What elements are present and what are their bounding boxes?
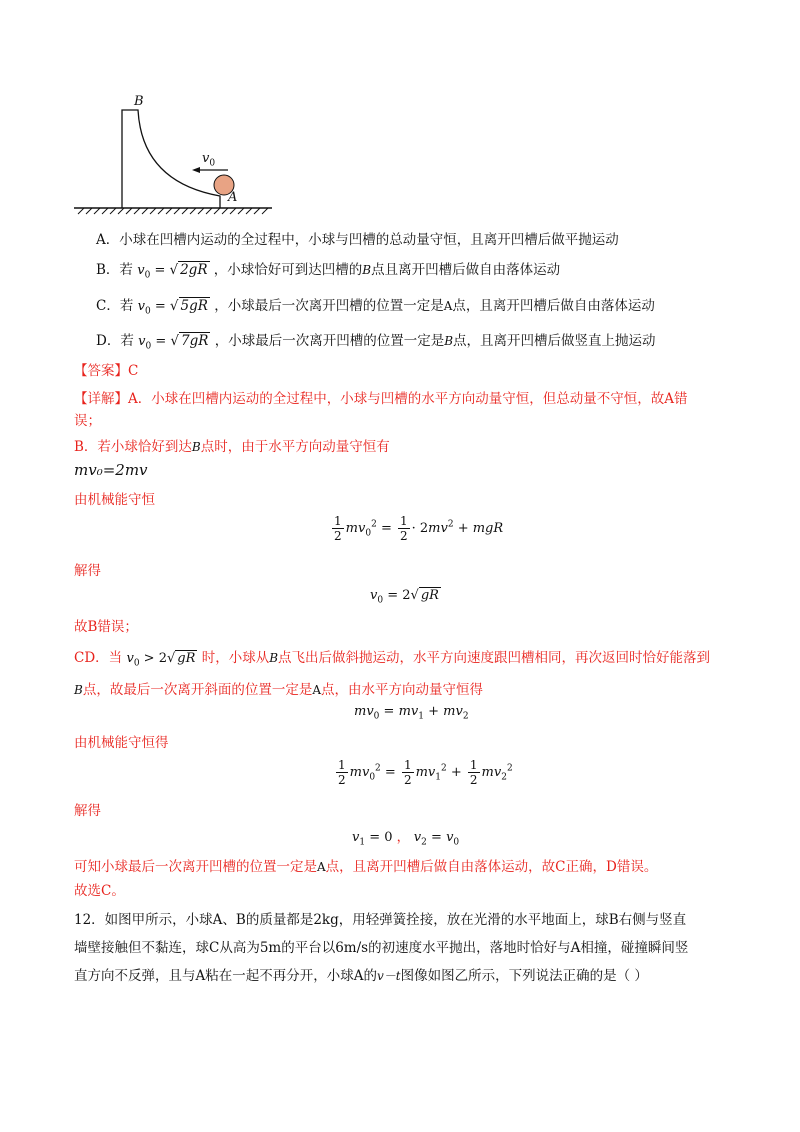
q12-line-2: 墙壁接触但不黏连，球C从高为5m的平台以6m/s的初速度水平抛出，落地时恰好与A相撞，碰撞瞬间竖 xyxy=(74,940,689,956)
eq-energy-1: $\frac{1}{2}$ $mv_0^2$ = $\frac{1}{2}$ · $2mv^2$ + mgR xyxy=(334,514,504,543)
cd-analysis-line-2: B点，故最后一次离开斜面的位置一定是A点，由水平方向动量守恒得 xyxy=(74,682,483,698)
detail-line-2: 误； xyxy=(74,413,101,429)
q12-line-1: 12．如图甲所示，小球A、B的质量都是2kg，用轻弹簧拴接，放在光滑的水平地面上，球B右侧与竖直 xyxy=(74,912,687,928)
groove-figure xyxy=(70,92,280,217)
eq-energy-2: $\frac{1}{2}$ $mv_0^2$ = $\frac{1}{2}$ $mv_1^2$ + $\frac{1}{2}$ $mv_2^2$ xyxy=(338,758,513,787)
option-c: C．若 $v_0$ = √ 5gR ，小球最后一次离开凹槽的位置一定是A点，且离开凹槽后做自由落体运动 xyxy=(96,298,655,317)
solve-label-1: 解得 xyxy=(74,563,101,579)
conclusion-line: 可知小球最后一次离开凹槽的位置一定是A点，且离开凹槽后做自由落体运动，故C正确，D错误。 xyxy=(74,859,658,875)
solve-label-2: 解得 xyxy=(74,803,101,819)
eq-result-1: $v_0 = 2√$ gR xyxy=(370,588,439,606)
eq-momentum-2: $mv_0 = mv_1 + mv_2$ xyxy=(354,704,469,722)
label-b: B xyxy=(134,94,144,109)
energy-label-1: 由机械能守恒 xyxy=(74,492,155,508)
choose-line: 故选C。 xyxy=(74,883,125,899)
option-d: D．若 $v_0$ = √ 7gR ，小球最后一次离开凹槽的位置一定是B点，且离开凹槽后做竖直上抛运动 xyxy=(96,333,656,352)
detail-line-1: 【详解】A．小球在凹槽内运动的全过程中，小球与凹槽的水平方向动量守恒，但总动量不守恒，故A错 xyxy=(74,391,688,407)
option-b: B．若 $v_0$ = √ 2gR ，小球恰好可到达凹槽的B点且离开凹槽后做自由落体运动 xyxy=(96,262,561,281)
label-a: A xyxy=(228,190,238,205)
answer-label: 【答案】C xyxy=(74,363,139,379)
eq-result-2: $v_1 = 0$ ， $v_2 = v_0$ xyxy=(352,830,460,848)
b-wrong: 故B错误； xyxy=(74,619,138,635)
option-a: A．小球在凹槽内运动的全过程中，小球与凹槽的总动量守恒，且离开凹槽后做平抛运动 xyxy=(96,232,619,248)
label-v0: $v_0$ xyxy=(202,151,216,169)
eq-momentum-1: mv₀=2mv xyxy=(74,461,148,479)
cd-analysis-line-1: CD．当 $v_0 > 2√$ gR 时，小球从B点飞出后做斜抛运动，水平方向速度跟凹槽相同，再次返回时恰好能落到 xyxy=(74,650,711,669)
q12-line-3: 直方向不反弹，且与A粘在一起不再分开，小球A的v－t图像如图乙所示，下列说法正确的是（ ） xyxy=(74,968,648,984)
b-analysis-line: B．若小球恰好到达B点时，由于水平方向动量守恒有 xyxy=(74,439,390,455)
energy-label-2: 由机械能守恒得 xyxy=(74,735,169,751)
